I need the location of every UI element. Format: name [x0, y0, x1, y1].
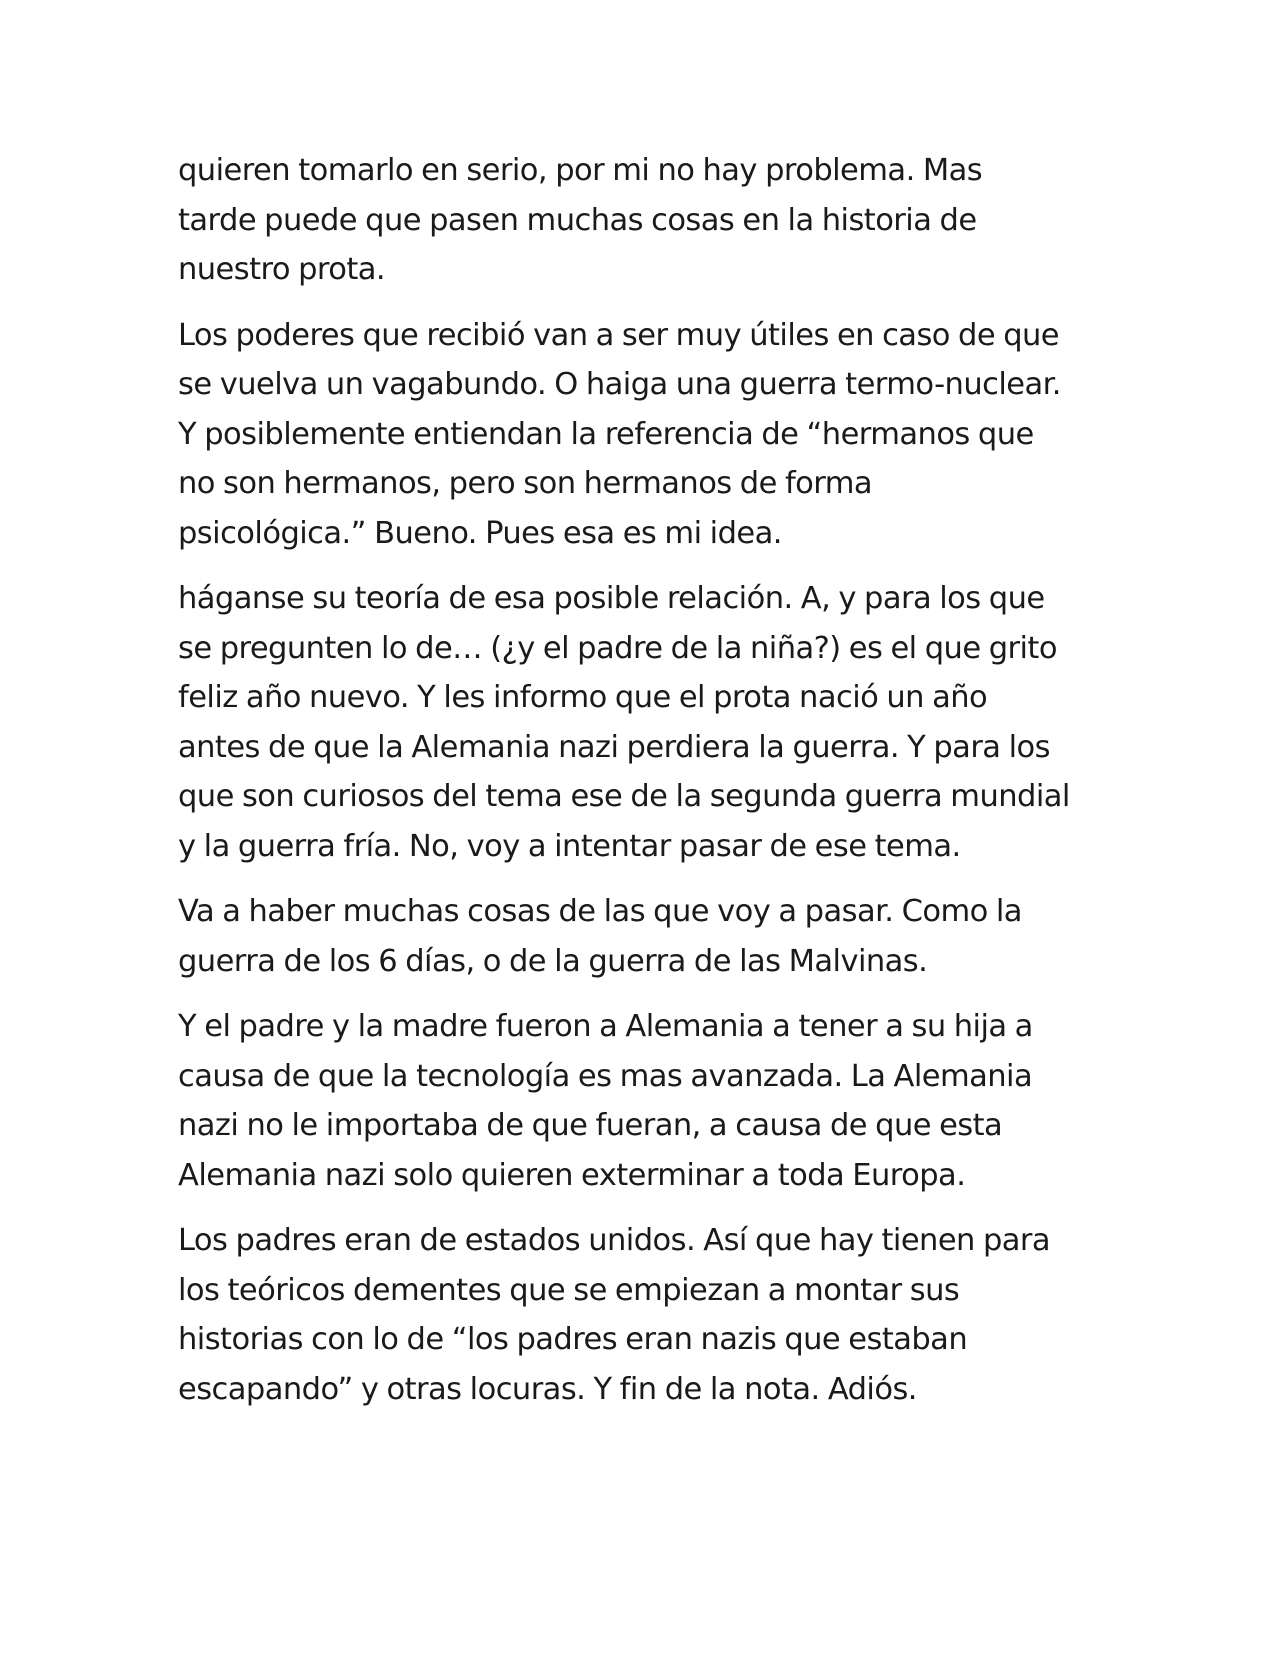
paragraph-1	[178, 146, 1108, 295]
paragraph-line: causa de que la tecnología es mas avanzada. La Alemania	[178, 1058, 1033, 1094]
paragraph-line: los teóricos dementes que se empiezan a montar sus	[178, 1272, 960, 1308]
paragraph-line: tarde puede que pasen muchas cosas en la historia de	[178, 202, 977, 238]
paragraph-line: Va a haber muchas cosas de las que voy a pasar. Como la	[178, 894, 1022, 929]
paragraph-line: se pregunten lo de… (¿y el padre de la niña?) es el que grito	[178, 630, 1057, 666]
paragraph-line: historias con lo de “los padres eran nazis que estaban	[178, 1322, 968, 1357]
paragraph-3	[178, 574, 1108, 871]
paragraph-line: Los poderes que recibió van a ser muy útiles en caso de que	[178, 317, 1060, 353]
paragraph-4	[178, 887, 1108, 986]
paragraph-line: nazi no le importaba de que fueran, a causa de que esta	[178, 1108, 1003, 1143]
paragraph-line: Y el padre y la madre fueron a Alemania a tener a su hija a	[178, 1009, 1033, 1044]
paragraph-line: quieren tomarlo en serio, por mi no hay problema. Mas	[178, 153, 983, 188]
paragraph-line: feliz año nuevo. Y les informo que el prota nació un año	[178, 680, 988, 715]
paragraph-line: nuestro prota.	[178, 252, 386, 287]
paragraph-line: se vuelva un vagabundo. O haiga una guerra termo-nuclear.	[178, 367, 1061, 402]
paragraph-line: que son curiosos del tema ese de la segunda guerra mundial	[178, 779, 1070, 814]
paragraph-line: y la guerra fría. No, voy a intentar pasar de ese tema.	[178, 828, 961, 864]
paragraph-line: escapando” y otras locuras. Y fin de la nota. Adiós.	[178, 1371, 917, 1407]
paragraph-line: psicológica.” Bueno. Pues esa es mi idea.	[178, 515, 782, 551]
paragraph-line: no son hermanos, pero son hermanos de forma	[178, 466, 873, 501]
paragraph-line: guerra de los 6 días, o de la guerra de las Malvinas.	[178, 943, 928, 979]
paragraph-6	[178, 1216, 1108, 1414]
paragraph-line: háganse su teoría de esa posible relación. A, y para los que	[178, 581, 1045, 616]
paragraph-line: Los padres eran de estados unidos. Así que hay tienen para	[178, 1223, 1051, 1258]
paragraph-line: Alemania nazi solo quieren exterminar a toda Europa.	[178, 1157, 966, 1193]
paragraph-line: antes de que la Alemania nazi perdiera la guerra. Y para los	[178, 729, 1050, 765]
paragraph-line: Y posiblemente entiendan la referencia de “hermanos que	[178, 416, 1034, 452]
paragraph-2	[178, 311, 1108, 559]
paragraph-5	[178, 1002, 1108, 1200]
document-body	[178, 146, 1108, 1430]
